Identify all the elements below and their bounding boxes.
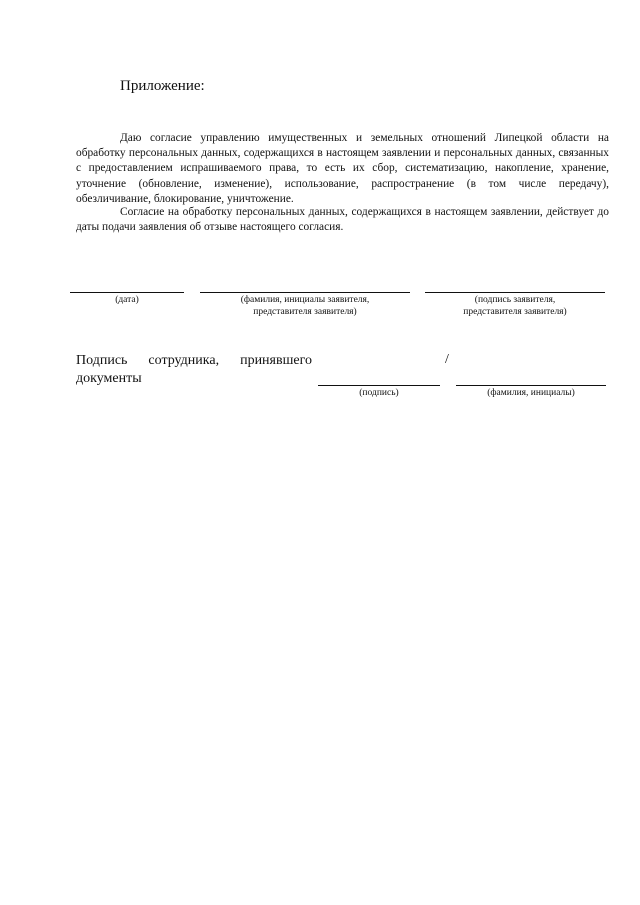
staff-signature-caption: (подпись) [359, 388, 399, 398]
staff-signature-label: Подпись сотрудника, принявшего документы [76, 353, 312, 386]
applicant-signature-line [425, 292, 605, 293]
date-line [70, 292, 184, 293]
applicant-name-line [200, 292, 410, 293]
staff-name-caption: (фамилия, инициалы) [487, 388, 575, 398]
staff-name-line [456, 385, 606, 386]
appendix-heading: Приложение: [120, 78, 205, 94]
applicant-name-caption-1: (фамилия, инициалы заявителя, [240, 295, 370, 305]
staff-signature-line [318, 385, 440, 386]
applicant-signature-caption-1: (подпись заявителя, [474, 295, 556, 305]
applicant-name-caption-2: представителя заявителя) [253, 307, 357, 317]
signature-separator: / [445, 352, 449, 367]
applicant-signature-caption-2: представителя заявителя) [463, 307, 567, 317]
consent-paragraph: Даю согласие управлению имущественных и земельных отношений Липецкой области на обработку персональных данных, содержащихся в настоящем заявлении и персональных данных, связанных с предоставлением испрашиваемого права, то есть их сбор, систематизацию, накопление, хранение, уточнение (обновление, изменение), использование, распространение (в том числе передачу), обезличивание, блокирование, уничтожение. [76, 132, 609, 205]
date-caption: (дата) [115, 295, 139, 305]
consent-validity-paragraph: Согласие на обработку персональных данных, содержащихся в настоящем заявлении, действует до даты подачи заявления об отзыве настоящего согласия. [76, 206, 609, 234]
